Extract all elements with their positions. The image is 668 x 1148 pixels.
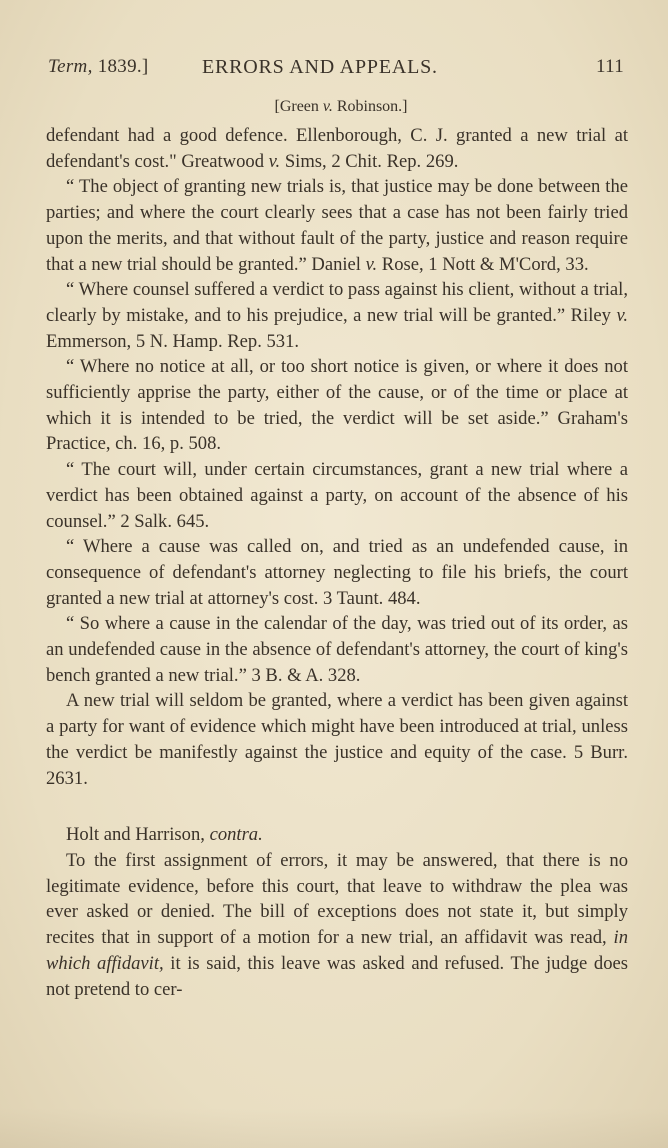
year-label: 1839.] [97,56,149,77]
paragraph-10: To the first assignment of errors, it may be answered, that there is no legitimate evidence, before this court, that leave to withdraw the plea was ever asked or denied. The bill of exceptions does not state it, but simply recites that in support of a motion for a new trial, an affidavit was read, in which affidavit, it is said, this leave was asked and refused. The judge does not pretend to cer- [46,849,628,1000]
paragraph-6: “ Where a cause was called on, and tried as an undefended cause, in consequence of defendant's attorney neglecting to file his briefs, the court granted a new trial at attorney's cost. 3 Taunt. 484. [46,536,628,609]
paragraph-5: “ The court will, under certain circumstances, grant a new trial where a verdict has been obtained against a party, on account of the absence of his counsel.” 2 Salk. 645. [46,459,628,532]
case-caption: [Green v. Robinson.] [274,98,408,115]
paragraph-7: “ So where a cause in the calendar of the day, was tried out of its order, as an undefended cause in the absence of defendant's attorney, the court of king's bench granted a new trial.” 3 B. & A. 328. [46,613,628,686]
paragraph-4: “ Where no notice at all, or too short notice is given, or where it does not sufficiently apprise the party, either of the cause, or of the time or place at which it is intended to be tried, the verdict will be set aside.” Graham's Practice, ch. 16, p. 508. [46,356,628,455]
term-label: Term, [48,56,93,77]
paragraph-1: defendant had a good defence. Ellenborough, C. J. granted a new trial at defendant's cost." Greatwood v. Sims, 2 Chit. Rep. 269. [46,125,628,172]
paragraph-8: A new trial will seldom be granted, where a verdict has been given against a party for want of evidence which might have been introduced at trial, unless the verdict be manifestly against the justice and equity of the case. 5 Burr. 2631. [46,690,628,789]
page-number: 111 [596,56,624,77]
running-head [48,56,628,84]
page-header-title: ERRORS AND APPEALS. [202,56,438,78]
paragraph-3: “ Where counsel suffered a verdict to pass against his client, without a trial, clearly by mistake, and to his prejudice, a new trial will be granted.” Riley v. Emmerson, 5 N. Hamp. Rep. 531. [46,279,628,352]
term-year [48,56,149,78]
paragraph-9: Holt and Harrison, contra. [66,824,263,846]
paragraph-2: “ The object of granting new trials is, that justice may be done between the parties; and where the court clearly sees that a case has not been fairly tried upon the merits, and that without fault of the party, justice and reason require that a new trial should be granted.” Daniel v. Rose, 1 Nott & M'Cord, 33. [46,176,628,275]
body-text [46,123,628,1002]
section-gap [46,791,628,822]
page-edge-shading [0,1108,668,1148]
